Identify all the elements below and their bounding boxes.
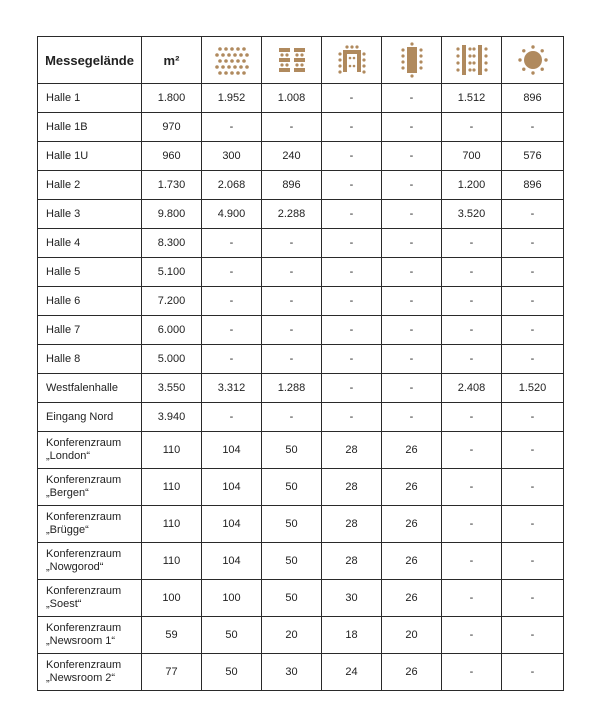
venue-name-line2: „Nowgorod“ (46, 561, 104, 573)
area-value: 960 (142, 142, 202, 171)
boardroom-capacity: - (382, 113, 442, 142)
classroom-capacity: 1.288 (262, 374, 322, 403)
classroom-seating-icon (277, 46, 307, 74)
theater-capacity: - (202, 345, 262, 374)
area-value: 5.100 (142, 258, 202, 287)
classroom-capacity: - (262, 316, 322, 345)
theater-capacity: 3.312 (202, 374, 262, 403)
parliament-header (442, 37, 502, 84)
classroom-header (262, 37, 322, 84)
table-row (38, 171, 564, 200)
parliament-capacity: - (442, 287, 502, 316)
classroom-capacity: - (262, 403, 322, 432)
classroom-capacity: 240 (262, 142, 322, 171)
venue-name (38, 654, 142, 691)
classroom-capacity: 50 (262, 506, 322, 543)
classroom-capacity: 1.008 (262, 84, 322, 113)
banquet-capacity: 896 (502, 84, 564, 113)
boardroom-capacity: - (382, 316, 442, 345)
theater-capacity: - (202, 316, 262, 345)
venue-name-line1: Konferenzraum (46, 437, 122, 449)
venue-name-line2: „Brügge“ (46, 524, 89, 536)
boardroom-capacity: - (382, 258, 442, 287)
table-row (38, 403, 564, 432)
venue-name: Westfalenhalle (38, 374, 142, 403)
banquet-capacity: 896 (502, 171, 564, 200)
classroom-capacity: 50 (262, 543, 322, 580)
u-shape-capacity: 30 (322, 580, 382, 617)
area-value: 1.730 (142, 171, 202, 200)
venue-name (38, 543, 142, 580)
classroom-capacity: - (262, 258, 322, 287)
boardroom-capacity: 26 (382, 543, 442, 580)
boardroom-header (382, 37, 442, 84)
venue-name (38, 432, 142, 469)
parliament-capacity: - (442, 654, 502, 691)
table-row (38, 432, 564, 469)
area-value: 1.800 (142, 84, 202, 113)
venue-name-line1: Konferenzraum (46, 548, 122, 560)
venue-name: Halle 1B (38, 113, 142, 142)
u-shape-capacity: - (322, 113, 382, 142)
area-value: 5.000 (142, 345, 202, 374)
u-shape-capacity: - (322, 84, 382, 113)
banquet-capacity: 1.520 (502, 374, 564, 403)
u-shape-capacity: 28 (322, 469, 382, 506)
classroom-capacity: 896 (262, 171, 322, 200)
banquet-capacity: - (502, 113, 564, 142)
theater-capacity: 104 (202, 469, 262, 506)
table-row (38, 580, 564, 617)
classroom-capacity: 2.288 (262, 200, 322, 229)
table-row (38, 469, 564, 506)
parliament-capacity: 700 (442, 142, 502, 171)
banquet-capacity: - (502, 345, 564, 374)
table-row (38, 654, 564, 691)
theater-seating-icon (214, 45, 250, 75)
u-shape-capacity: - (322, 316, 382, 345)
parliament-capacity: - (442, 617, 502, 654)
area-value: 110 (142, 506, 202, 543)
venue-name: Halle 2 (38, 171, 142, 200)
area-value: 110 (142, 432, 202, 469)
theater-capacity: 4.900 (202, 200, 262, 229)
banquet-capacity: 576 (502, 142, 564, 171)
venue-name: Halle 6 (38, 287, 142, 316)
banquet-capacity: - (502, 543, 564, 580)
area-value: 77 (142, 654, 202, 691)
venue-name: Halle 8 (38, 345, 142, 374)
boardroom-capacity: - (382, 403, 442, 432)
table-row (38, 374, 564, 403)
theater-capacity: 104 (202, 543, 262, 580)
parliament-capacity: - (442, 345, 502, 374)
u-shape-capacity: - (322, 345, 382, 374)
boardroom-capacity: 26 (382, 580, 442, 617)
boardroom-capacity: 26 (382, 432, 442, 469)
parliament-capacity: - (442, 258, 502, 287)
venue-name-line1: Konferenzraum (46, 585, 122, 597)
venue-name-line1: Konferenzraum (46, 474, 122, 486)
venue-name (38, 469, 142, 506)
area-value: 3.940 (142, 403, 202, 432)
u-shape-capacity: - (322, 229, 382, 258)
classroom-capacity: - (262, 345, 322, 374)
venue-name (38, 580, 142, 617)
u-shape-seating-icon (336, 44, 368, 76)
area-value: 9.800 (142, 200, 202, 229)
u-shape-capacity: - (322, 403, 382, 432)
venue-name: Halle 4 (38, 229, 142, 258)
classroom-capacity: 50 (262, 580, 322, 617)
table-row (38, 543, 564, 580)
banquet-capacity: - (502, 506, 564, 543)
parliament-capacity: - (442, 506, 502, 543)
capacity-table (37, 36, 564, 691)
boardroom-capacity: - (382, 84, 442, 113)
u-shape-capacity: 18 (322, 617, 382, 654)
parliament-capacity: 1.512 (442, 84, 502, 113)
u-shape-capacity: - (322, 287, 382, 316)
area-value: 110 (142, 543, 202, 580)
table-row (38, 316, 564, 345)
table-row (38, 84, 564, 113)
boardroom-capacity: 26 (382, 506, 442, 543)
boardroom-capacity: - (382, 287, 442, 316)
theater-capacity: 100 (202, 580, 262, 617)
venue-name (38, 506, 142, 543)
theater-capacity: - (202, 403, 262, 432)
table-row (38, 229, 564, 258)
venue-name: Halle 7 (38, 316, 142, 345)
banquet-round-table-icon (517, 44, 549, 76)
theater-capacity: - (202, 229, 262, 258)
area-value: 8.300 (142, 229, 202, 258)
classroom-capacity: - (262, 287, 322, 316)
banquet-capacity: - (502, 287, 564, 316)
boardroom-seating-icon (397, 42, 427, 78)
theater-capacity: 50 (202, 617, 262, 654)
banquet-capacity: - (502, 316, 564, 345)
u-shape-capacity: 28 (322, 506, 382, 543)
banquet-capacity: - (502, 200, 564, 229)
theater-capacity: 104 (202, 432, 262, 469)
classroom-capacity: - (262, 229, 322, 258)
banquet-capacity: - (502, 403, 564, 432)
table-row (38, 142, 564, 171)
boardroom-capacity: - (382, 200, 442, 229)
table-row (38, 287, 564, 316)
area-value: 7.200 (142, 287, 202, 316)
parliament-capacity: - (442, 316, 502, 345)
u-shape-capacity: - (322, 171, 382, 200)
venue-name: Halle 1 (38, 84, 142, 113)
banquet-capacity: - (502, 617, 564, 654)
parliament-capacity: - (442, 432, 502, 469)
classroom-capacity: 20 (262, 617, 322, 654)
header-row (38, 37, 564, 84)
venue-name-line2: „Bergen“ (46, 487, 89, 499)
banquet-capacity: - (502, 469, 564, 506)
boardroom-capacity: - (382, 345, 442, 374)
parliament-capacity: 2.408 (442, 374, 502, 403)
banquet-capacity: - (502, 580, 564, 617)
venue-name-line1: Konferenzraum (46, 659, 122, 671)
venue-name: Halle 5 (38, 258, 142, 287)
banquet-capacity: - (502, 654, 564, 691)
u-shape-capacity: - (322, 258, 382, 287)
parliament-capacity: 1.200 (442, 171, 502, 200)
table-row (38, 200, 564, 229)
u-shape-capacity: 24 (322, 654, 382, 691)
boardroom-capacity: 20 (382, 617, 442, 654)
classroom-capacity: 30 (262, 654, 322, 691)
boardroom-capacity: - (382, 374, 442, 403)
parliament-capacity: - (442, 113, 502, 142)
table-row (38, 345, 564, 374)
venue-name-line2: „Newsroom 2“ (46, 672, 116, 684)
theater-capacity: 50 (202, 654, 262, 691)
parliament-capacity: - (442, 543, 502, 580)
parliament-capacity: - (442, 580, 502, 617)
area-value: 3.550 (142, 374, 202, 403)
area-header: m² (142, 37, 202, 84)
u-shape-capacity: - (322, 200, 382, 229)
classroom-capacity: 50 (262, 469, 322, 506)
venue-name (38, 617, 142, 654)
u-shape-capacity: 28 (322, 543, 382, 580)
venue-name-line1: Konferenzraum (46, 622, 122, 634)
table-row (38, 258, 564, 287)
theater-header (202, 37, 262, 84)
venue-name-line2: „Newsroom 1“ (46, 635, 116, 647)
classroom-capacity: - (262, 113, 322, 142)
area-value: 59 (142, 617, 202, 654)
theater-capacity: - (202, 113, 262, 142)
classroom-capacity: 50 (262, 432, 322, 469)
venue-name: Halle 3 (38, 200, 142, 229)
boardroom-capacity: - (382, 229, 442, 258)
theater-capacity: - (202, 258, 262, 287)
banquet-capacity: - (502, 432, 564, 469)
theater-capacity: 300 (202, 142, 262, 171)
theater-capacity: 2.068 (202, 171, 262, 200)
boardroom-capacity: - (382, 171, 442, 200)
venue-name: Halle 1U (38, 142, 142, 171)
u-shape-header (322, 37, 382, 84)
venue-name-line2: „Soest“ (46, 598, 82, 610)
theater-capacity: - (202, 287, 262, 316)
boardroom-capacity: 26 (382, 469, 442, 506)
venue-name: Eingang Nord (38, 403, 142, 432)
parliament-seating-icon (455, 43, 489, 77)
table-row (38, 506, 564, 543)
parliament-capacity: - (442, 469, 502, 506)
area-value: 110 (142, 469, 202, 506)
venue-header: Messegelände (38, 37, 142, 84)
area-value: 6.000 (142, 316, 202, 345)
banquet-header (502, 37, 564, 84)
area-value: 970 (142, 113, 202, 142)
u-shape-capacity: 28 (322, 432, 382, 469)
u-shape-capacity: - (322, 142, 382, 171)
area-value: 100 (142, 580, 202, 617)
u-shape-capacity: - (322, 374, 382, 403)
boardroom-capacity: 26 (382, 654, 442, 691)
table-row (38, 113, 564, 142)
venue-name-line1: Konferenzraum (46, 511, 122, 523)
parliament-capacity: - (442, 229, 502, 258)
boardroom-capacity: - (382, 142, 442, 171)
theater-capacity: 1.952 (202, 84, 262, 113)
banquet-capacity: - (502, 258, 564, 287)
parliament-capacity: 3.520 (442, 200, 502, 229)
banquet-capacity: - (502, 229, 564, 258)
venue-name-line2: „London“ (46, 450, 91, 462)
table-row (38, 617, 564, 654)
parliament-capacity: - (442, 403, 502, 432)
theater-capacity: 104 (202, 506, 262, 543)
